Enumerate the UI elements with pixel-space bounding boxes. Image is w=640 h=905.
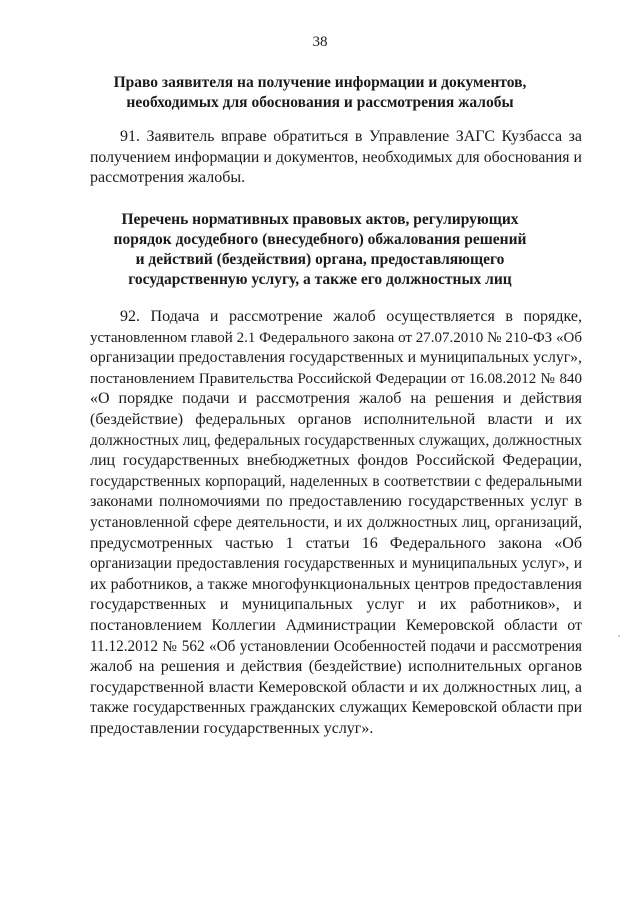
paragraph-line: получением информации и документов, необходимых для обоснования и bbox=[90, 148, 582, 166]
paragraph-line: их работников, а также многофункциональных центров предоставления bbox=[90, 575, 582, 593]
paragraph-line: государственной власти Кемеровской области и их должностных лиц, а bbox=[90, 678, 582, 696]
paragraph-line: предоставлении государственных услуг». bbox=[90, 719, 374, 737]
paragraph-line: рассмотрения жалобы. bbox=[90, 169, 246, 187]
paragraph-92 bbox=[90, 307, 582, 739]
paragraph-line: (бездействие) федеральных органов исполнительной власти и их bbox=[90, 410, 582, 428]
scan-speck bbox=[618, 635, 620, 637]
section-heading-appeal-rights bbox=[0, 73, 640, 113]
paragraph-line: 11.12.2012 № 562 «Об установлении Особенностей подачи и рассмотрения bbox=[90, 637, 582, 655]
paragraph-line: предусмотренных частью 1 статьи 16 Федерального закона «Об bbox=[90, 534, 582, 552]
paragraph-line: государственных и муниципальных услуг и их работников», и bbox=[90, 596, 582, 614]
section-heading-legal-acts bbox=[0, 210, 640, 290]
paragraph-line: постановлением Правительства Российской Федерации от 16.08.2012 № 840 bbox=[90, 370, 582, 387]
heading-line: и действий (бездействия) органа, предоставляющего bbox=[135, 251, 505, 268]
paragraph-line: также государственных гражданских служащих Кемеровской области при bbox=[90, 699, 582, 717]
heading-line: необходимых для обоснования и рассмотрения жалобы bbox=[126, 94, 514, 111]
heading-line: государственную услугу, а также его должностных лиц bbox=[128, 271, 512, 288]
paragraph-line: жалоб на решения и действия (бездействие) исполнительных органов bbox=[90, 658, 582, 676]
paragraph-line: законами полномочиями по предоставлению государственных услуг в bbox=[90, 493, 582, 511]
paragraph-line: установленной сфере деятельности, и их должностных лиц, организаций, bbox=[90, 513, 582, 531]
heading-line: Право заявителя на получение информации и документов, bbox=[113, 74, 527, 91]
paragraph-line: 92. Подача и рассмотрение жалоб осуществляется в порядке, bbox=[120, 308, 582, 325]
paragraph-line: постановлением Коллегии Администрации Кемеровской области от bbox=[90, 616, 582, 634]
paragraph-line: государственных корпораций, наделенных в соответствии с федеральными bbox=[90, 472, 582, 490]
paragraph-line: установленном главой 2.1 Федерального закона от 27.07.2010 № 210-ФЗ «Об bbox=[90, 329, 582, 346]
paragraph-line: 91. Заявитель вправе обратиться в Управление ЗАГС Кузбасса за bbox=[120, 128, 582, 145]
paragraph-line: лиц государственных внебюджетных фондов Российской Федерации, bbox=[90, 452, 582, 470]
paragraph-line: организации предоставления государственных и муниципальных услуг», и bbox=[90, 555, 582, 573]
paragraph-91 bbox=[90, 127, 582, 189]
page-number: 38 bbox=[312, 34, 328, 50]
paragraph-line: организации предоставления государственных и муниципальных услуг», bbox=[90, 349, 582, 367]
paragraph-line: должностных лиц, федеральных государственных служащих, должностных bbox=[90, 431, 583, 449]
paragraph-line: «О порядке подачи и рассмотрения жалоб на решения и действия bbox=[90, 390, 582, 408]
heading-line: Перечень нормативных правовых актов, регулирующих bbox=[121, 211, 519, 228]
heading-line: порядок досудебного (внесудебного) обжалования решений bbox=[113, 231, 527, 248]
